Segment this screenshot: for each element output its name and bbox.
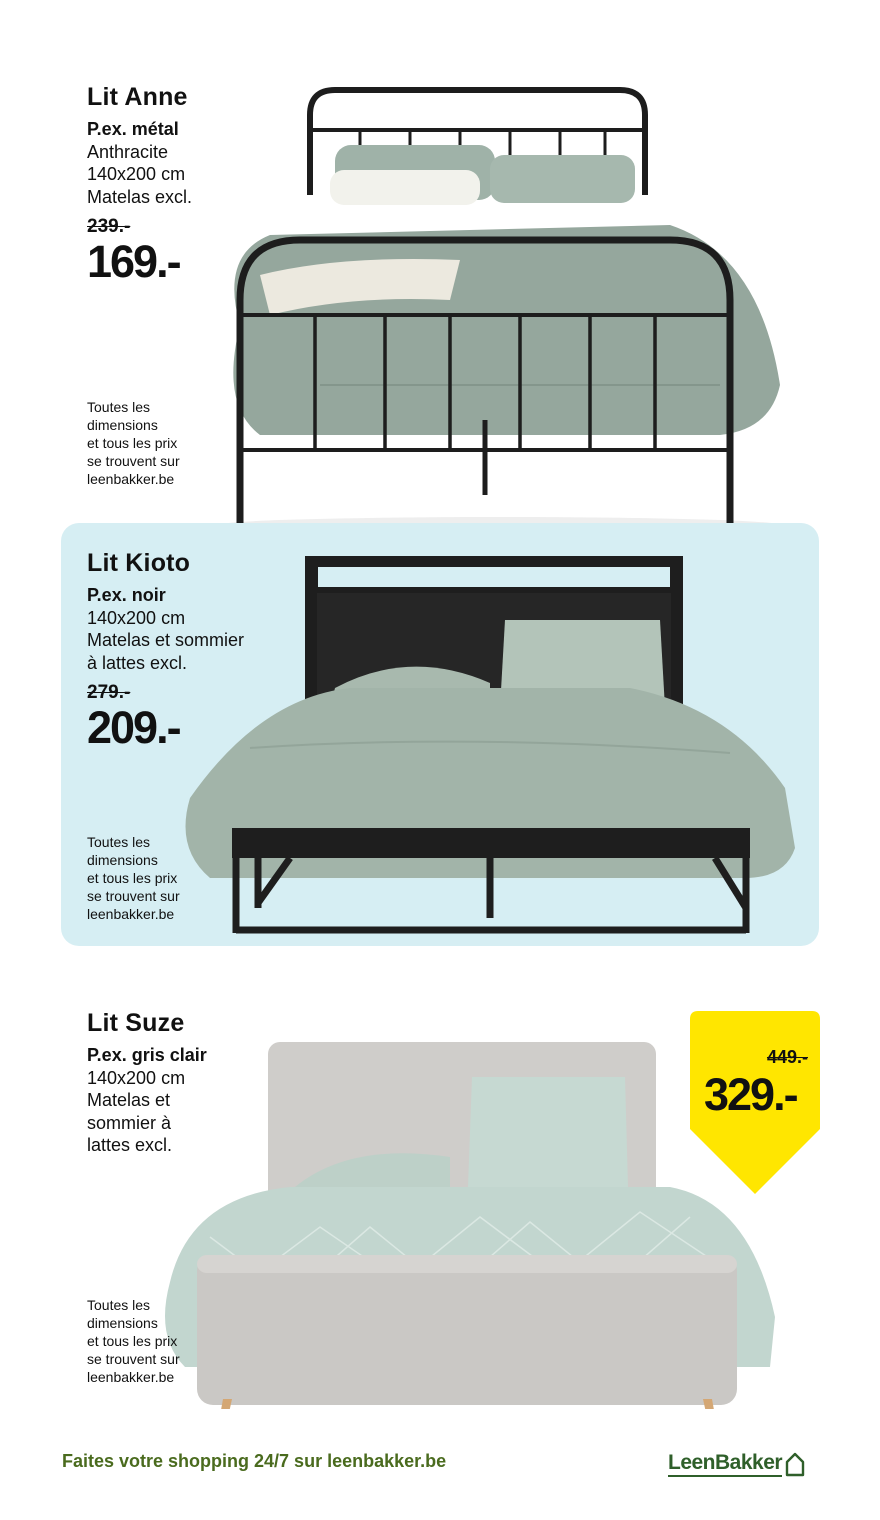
product-description	[87, 584, 244, 674]
bed-image-kioto	[170, 548, 810, 943]
old-price: 279.-	[87, 682, 131, 703]
product-exclusions: lattes excl.	[87, 1135, 173, 1155]
product-color: Anthracite	[87, 141, 169, 162]
house-outline-icon	[785, 1451, 805, 1477]
product-variant: P.ex. gris clair	[87, 1045, 207, 1065]
product-size: 140x200 cm	[87, 164, 186, 184]
note-line: se trouvent sur	[87, 453, 180, 469]
product-description	[87, 1044, 207, 1157]
product-card-kioto[interactable]	[0, 523, 880, 946]
note-link[interactable]: leenbakker.be	[87, 1369, 175, 1385]
note-line: Toutes les	[87, 399, 151, 415]
product-variant: P.ex. métal	[87, 119, 179, 139]
product-exclusions: sommier à	[87, 1112, 172, 1133]
brand-logo[interactable]	[668, 1447, 805, 1477]
product-exclusions: Matelas et sommier	[87, 630, 245, 650]
product-card-suze[interactable]	[0, 985, 880, 1425]
new-price: 209.-	[87, 702, 180, 753]
product-card-anne[interactable]	[0, 40, 880, 510]
note-line: Toutes les	[87, 834, 151, 850]
note-link[interactable]: leenbakker.be	[87, 906, 175, 922]
dimensions-note	[87, 398, 180, 488]
product-variant: P.ex. noir	[87, 585, 166, 605]
product-exclusions: Matelas et	[87, 1090, 171, 1110]
product-exclusions: à lattes excl.	[87, 652, 188, 673]
old-price: 449.-	[766, 1047, 808, 1067]
product-size: 140x200 cm	[87, 1067, 186, 1088]
dimensions-note	[87, 1296, 180, 1386]
note-line: dimensions	[87, 852, 158, 868]
product-description	[87, 118, 192, 208]
product-info-suze	[87, 1008, 207, 1157]
note-line: Toutes les	[87, 1297, 151, 1313]
old-price: 239.-	[87, 216, 131, 237]
price-tag-badge	[690, 1011, 820, 1196]
note-line: se trouvent sur	[87, 888, 180, 904]
product-size: 140x200 cm	[87, 607, 186, 628]
note-line: se trouvent sur	[87, 1351, 180, 1367]
logo-wordmark: LeenBakker	[668, 1451, 782, 1477]
bed-image-anne	[200, 85, 790, 535]
note-line: et tous les prix	[87, 870, 178, 886]
new-price: 169.-	[87, 236, 180, 287]
product-title: Lit Anne	[87, 83, 188, 111]
note-link[interactable]: leenbakker.be	[87, 471, 175, 487]
dimensions-note	[87, 833, 180, 923]
new-price: 329.-	[704, 1069, 797, 1120]
product-exclusions: Matelas excl.	[87, 186, 193, 207]
product-title: Lit Kioto	[87, 549, 191, 577]
footer-tagline-link[interactable]: Faites votre shopping 24/7 sur leenbakker.be	[62, 1451, 447, 1471]
note-line: dimensions	[87, 417, 158, 433]
note-line: et tous les prix	[87, 435, 178, 451]
product-title: Lit Suze	[87, 1009, 185, 1037]
note-line: dimensions	[87, 1315, 158, 1331]
product-info-anne	[87, 82, 192, 286]
product-info-kioto	[87, 548, 244, 752]
note-line: et tous les prix	[87, 1333, 178, 1349]
